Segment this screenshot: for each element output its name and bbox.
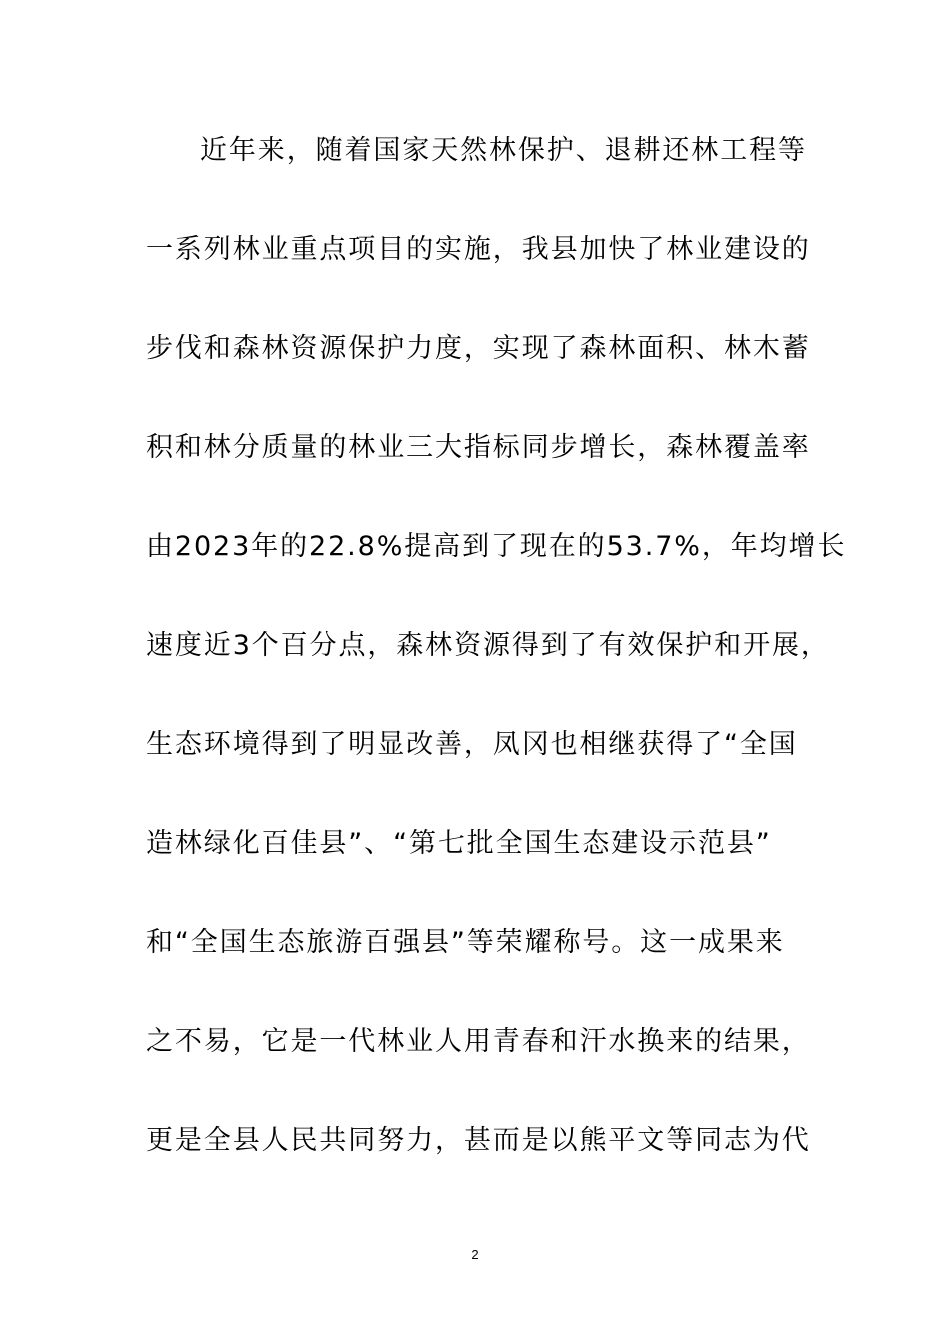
text-line-3: 步伐和森林资源保护力度，实现了森林面积、林木蓄 <box>146 333 811 364</box>
text-line-5: 由2023年的22.8%提高到了现在的53.7%，年均增长 <box>146 531 847 562</box>
text-line-6: 速度近3个百分点，森林资源得到了有效保护和开展， <box>146 630 830 661</box>
text-line-7: 生态环境得到了明显改善，凤冈也相继获得了“全国 <box>146 729 798 760</box>
text-line-10: 之不易，它是一代林业人用青春和汗水换来的结果， <box>146 1026 811 1057</box>
text-line-9: 和“全国生态旅游百强县”等荣耀称号。这一成果来 <box>146 927 785 958</box>
text-line-8: 造林绿化百佳县”、“第七批全国生态建设示范县” <box>146 828 772 859</box>
text-line-4: 积和林分质量的林业三大指标同步增长，森林覆盖率 <box>146 432 811 463</box>
text-line-2: 一系列林业重点项目的实施，我县加快了林业建设的 <box>146 234 811 265</box>
text-line-11: 更是全县人民共同努力，甚而是以熊平文等同志为代 <box>146 1125 811 1156</box>
page-number: 2 <box>471 1247 479 1262</box>
text-line-1: 近年来，随着国家天然林保护、退耕还林工程等 <box>200 135 807 166</box>
